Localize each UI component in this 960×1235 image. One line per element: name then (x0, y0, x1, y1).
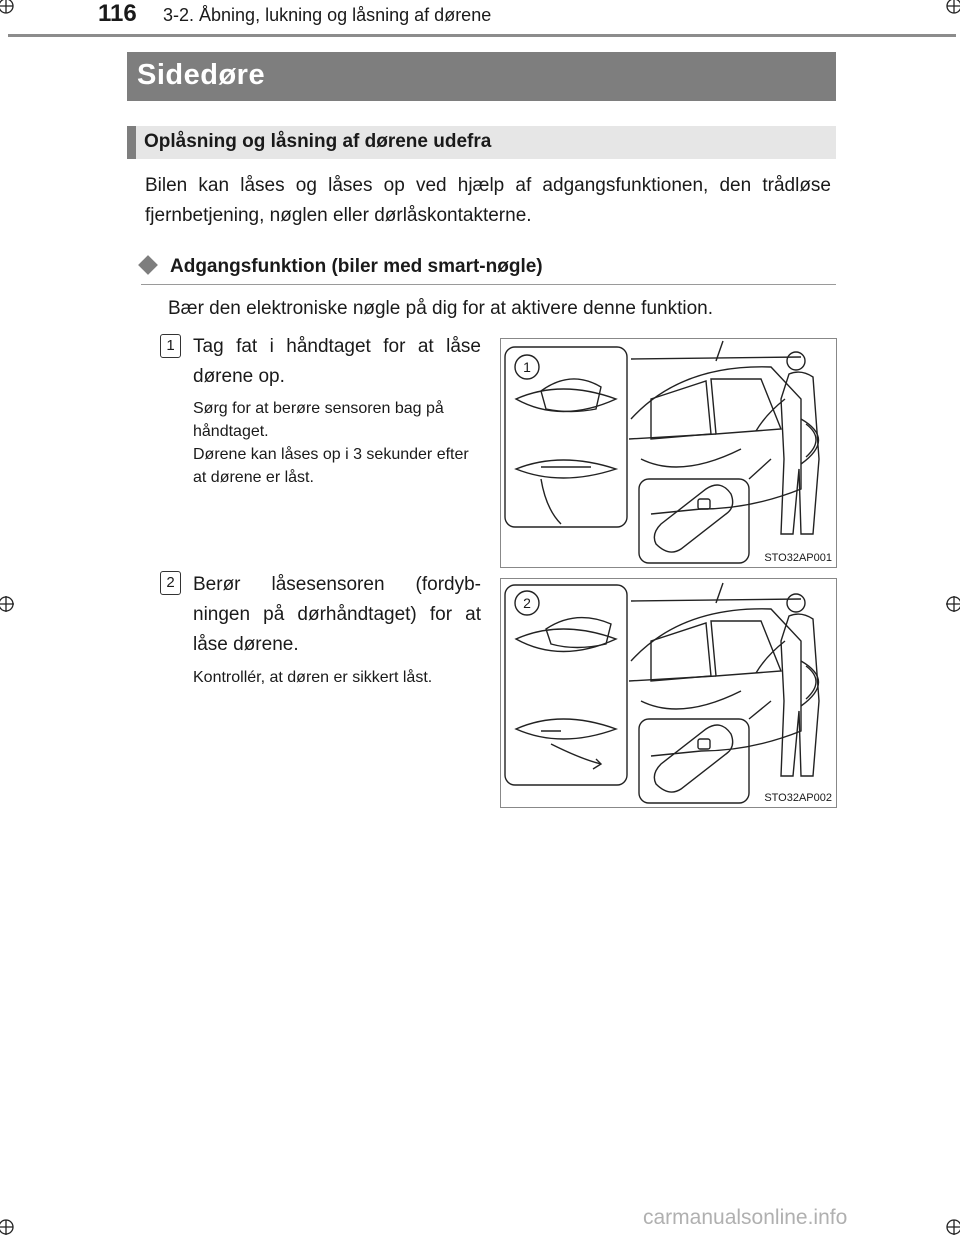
figure-code: STO32AP002 (764, 792, 832, 804)
figure-code: STO32AP001 (764, 552, 832, 564)
crop-mark-icon (938, 593, 960, 615)
feature-heading: Adgangsfunktion (biler med smart-nøgle) (170, 256, 543, 277)
step-number-badge: 2 (160, 571, 181, 595)
feature-description: Bær den elektroniske nøgle på dig for at aktivere denne funktion. (168, 298, 713, 319)
footer-watermark: carmanualsonline.info (643, 1206, 848, 1229)
step-note (193, 397, 483, 489)
figure-unlock-illustration (500, 338, 837, 568)
subsection-bar (127, 126, 836, 159)
figure-lock-illustration (500, 578, 837, 808)
intro-paragraph: Bilen kan låses og låses op ved hjælp af adgangsfunktionen, den trådløse fjernbetjening, nøglen eller dørlåskontakterne. (145, 175, 831, 226)
crop-mark-icon (0, 0, 22, 22)
running-head: 3-2. Åbning, lukning og låsning af dørene (163, 5, 492, 25)
crop-mark-icon (0, 1213, 22, 1235)
crop-mark-icon (0, 593, 22, 615)
figure-callout-number: 2 (523, 595, 531, 611)
diamond-bullet-icon (138, 255, 158, 275)
feature-rule (141, 284, 836, 285)
step-instruction: Berør låsesensoren (fordyb-ningen på dørhåndtaget) for at låse dørene. (193, 574, 481, 655)
step-number-badge: 1 (160, 334, 181, 358)
step-note-line: Sørg for at berøre sensoren bag på håndtaget. (193, 400, 444, 440)
crop-mark-icon (938, 1213, 960, 1235)
step-note-line: Dørene kan låses op i 3 sekunder efter at dørene er låst. (193, 446, 469, 486)
subsection-accent (127, 126, 136, 159)
crop-mark-icon (938, 0, 960, 22)
page-number: 116 (98, 0, 137, 27)
unlock-illustration-drawing (501, 339, 836, 567)
step-note: Kontrollér, at døren er sikkert låst. (193, 669, 433, 686)
section-title-bar (127, 52, 836, 101)
lock-illustration-drawing (501, 579, 836, 807)
subsection-title: Oplåsning og låsning af dørene udefra (144, 131, 492, 152)
header-rule (8, 34, 956, 37)
step-instruction: Tag fat i håndtaget for at låse dørene op. (193, 336, 481, 387)
section-title: Sidedøre (137, 59, 266, 91)
figure-callout-number: 1 (523, 359, 531, 375)
